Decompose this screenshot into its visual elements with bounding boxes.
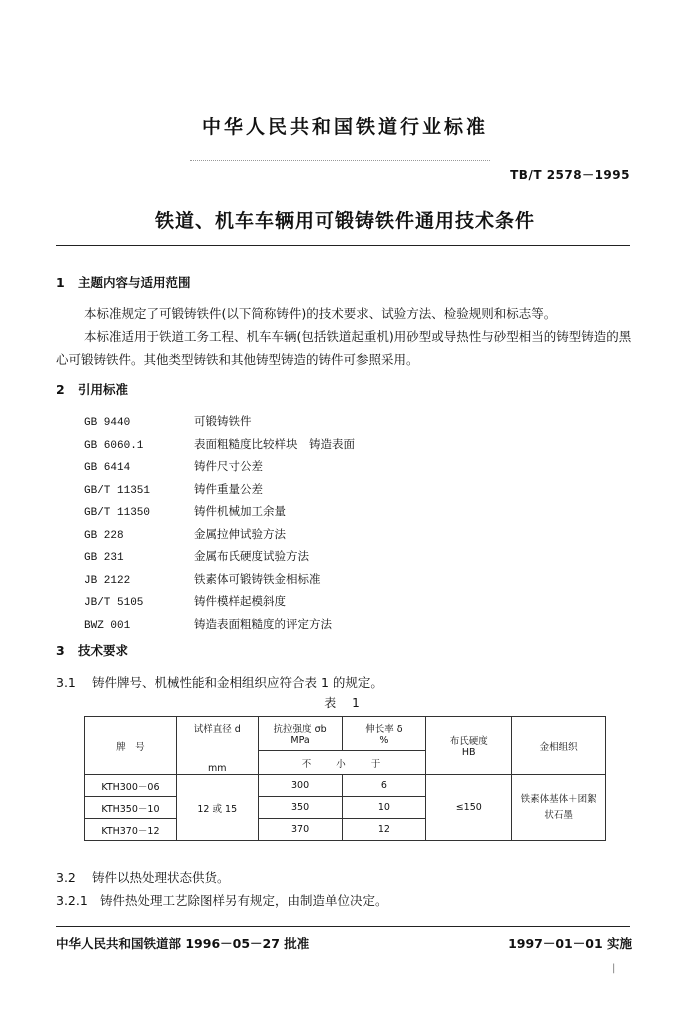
document-title: 铁道、机车车辆用可锻铸铁件通用技术条件 [154,210,535,232]
header-tensile-label: 抗拉强度 σb [273,724,327,735]
reference-code: GB/T 11351 [84,484,151,497]
reference-name: 金属拉伸试验方法 [194,526,286,541]
reference-code: GB 228 [84,529,124,542]
section-title: 引用标准 [78,382,129,397]
clause-3-2-1 [56,889,388,912]
reference-code: JB/T 5105 [84,597,144,609]
header-microstructure: 金相组织 [512,717,606,775]
header-min: 不 小 于 [258,751,426,775]
tensile-cell: 350 [258,797,342,819]
reference-name: 金属布氏硬度试验方法 [194,549,309,563]
header-hardness-unit: HB [461,747,476,758]
header-tensile [258,717,342,751]
reference-item [84,613,355,636]
reference-name: 铸件重量公差 [194,481,263,496]
reference-code: JB 2122 [84,574,131,587]
section-1-heading [56,273,191,291]
clause-text: 铸件热处理工艺除图样另有规定，由制造单位决定。 [100,893,388,908]
clause-number: 3.1 [56,675,76,690]
section-number: 2 [56,382,65,397]
section-number: 1 [56,275,65,290]
header-grade: 牌 号 [85,717,177,775]
section-1-paragraph-2: 本标准适用于铁道工务工程、机车车辆(包括铁道起重机)用砂型或导热性与砂型相当的铸型铸造的黑心可锻铸铁件。其他类型铸铁和其他铸型铸造的铸件可参照采用。 [56,329,632,367]
page-mark: | [612,963,616,974]
reference-code: GB 231 [84,552,124,564]
clause-text: 铸件牌号、机械性能和金相组织应符合表 1 的规定。 [92,675,383,690]
elongation-cell: 6 [342,775,426,797]
reference-code: GB 9440 [84,417,131,429]
diameter-cell: 12 或 15 [176,775,258,841]
reference-item [84,410,355,433]
reference-name: 铸造表面粗糙度的评定方法 [194,616,332,631]
tensile-cell: 370 [258,819,342,841]
table-1 [84,716,606,841]
reference-item [84,590,355,613]
reference-code: GB/T 11350 [84,507,151,519]
header-hardness [426,717,512,775]
reference-name: 可锻铸铁件 [194,414,252,428]
section-title: 主题内容与适用范围 [78,275,191,290]
header-elongation-label: 伸长率 δ [365,724,403,735]
header-diameter [176,717,258,775]
microstructure-cell: 铁素体基体＋团絮状石墨 [512,775,606,841]
header-hardness-label: 布氏硬度 [449,736,488,747]
section-title: 技术要求 [78,643,129,658]
reference-code: BWZ 001 [84,619,131,632]
elongation-cell: 12 [342,819,426,841]
reference-item [84,433,355,456]
reference-name: 铸件尺寸公差 [194,459,263,473]
approval-line: 中华人民共和国铁道部 1996－05－27 批准 [56,936,310,951]
reference-name: 表面粗糙度比较样块 铸造表面 [194,436,355,451]
reference-list [84,410,355,635]
reference-item [84,455,355,478]
reference-item [84,568,355,591]
reference-name: 铸件机械加工余量 [194,504,286,518]
clause-number: 3.2 [56,870,76,885]
clause-3-2 [56,866,230,889]
clause-text: 铸件以热处理状态供货。 [92,870,230,885]
reference-code: GB 6414 [84,462,131,474]
section-1-paragraph-1: 本标准规定了可锻铸铁件(以下简称铸件)的技术要求、试验方法、检验规则和标志等。 [84,306,557,321]
header-diameter-label: 试样直径 d [193,724,241,735]
title-rule [56,245,630,246]
clause-number: 3.2.1 [56,893,88,908]
implementation-date: 1997－01－01 实施 [508,936,632,951]
header-divider [190,160,490,161]
reference-item [84,478,355,501]
standard-number: TB/T 2578－1995 [510,168,630,182]
reference-name: 铸件模样起模斜度 [194,594,286,608]
header-elongation-unit: % [379,735,389,746]
clause-3-1 [56,671,383,694]
grade-cell: KTH350－10 [85,797,177,819]
section-number: 3 [56,643,65,658]
reference-item [84,500,355,523]
reference-name: 铁素体可锻铸铁金相标准 [194,571,321,586]
header-tensile-unit: MPa [290,735,310,746]
reference-item [84,545,355,568]
header-elongation [342,717,426,751]
section-2-heading [56,380,128,398]
grade-cell: KTH370－12 [85,819,177,841]
grade-cell: KTH300－06 [85,775,177,797]
footer-rule [56,926,630,927]
reference-code: GB 6060.1 [84,439,144,452]
table-caption: 表 1 [324,696,366,710]
standard-header-title: 中华人民共和国铁道行业标准 [201,116,488,138]
header-diameter-unit: mm [208,763,227,774]
tensile-cell: 300 [258,775,342,797]
reference-item [84,523,355,546]
hardness-cell: ≤150 [426,775,512,841]
elongation-cell: 10 [342,797,426,819]
section-3-heading [56,641,128,659]
